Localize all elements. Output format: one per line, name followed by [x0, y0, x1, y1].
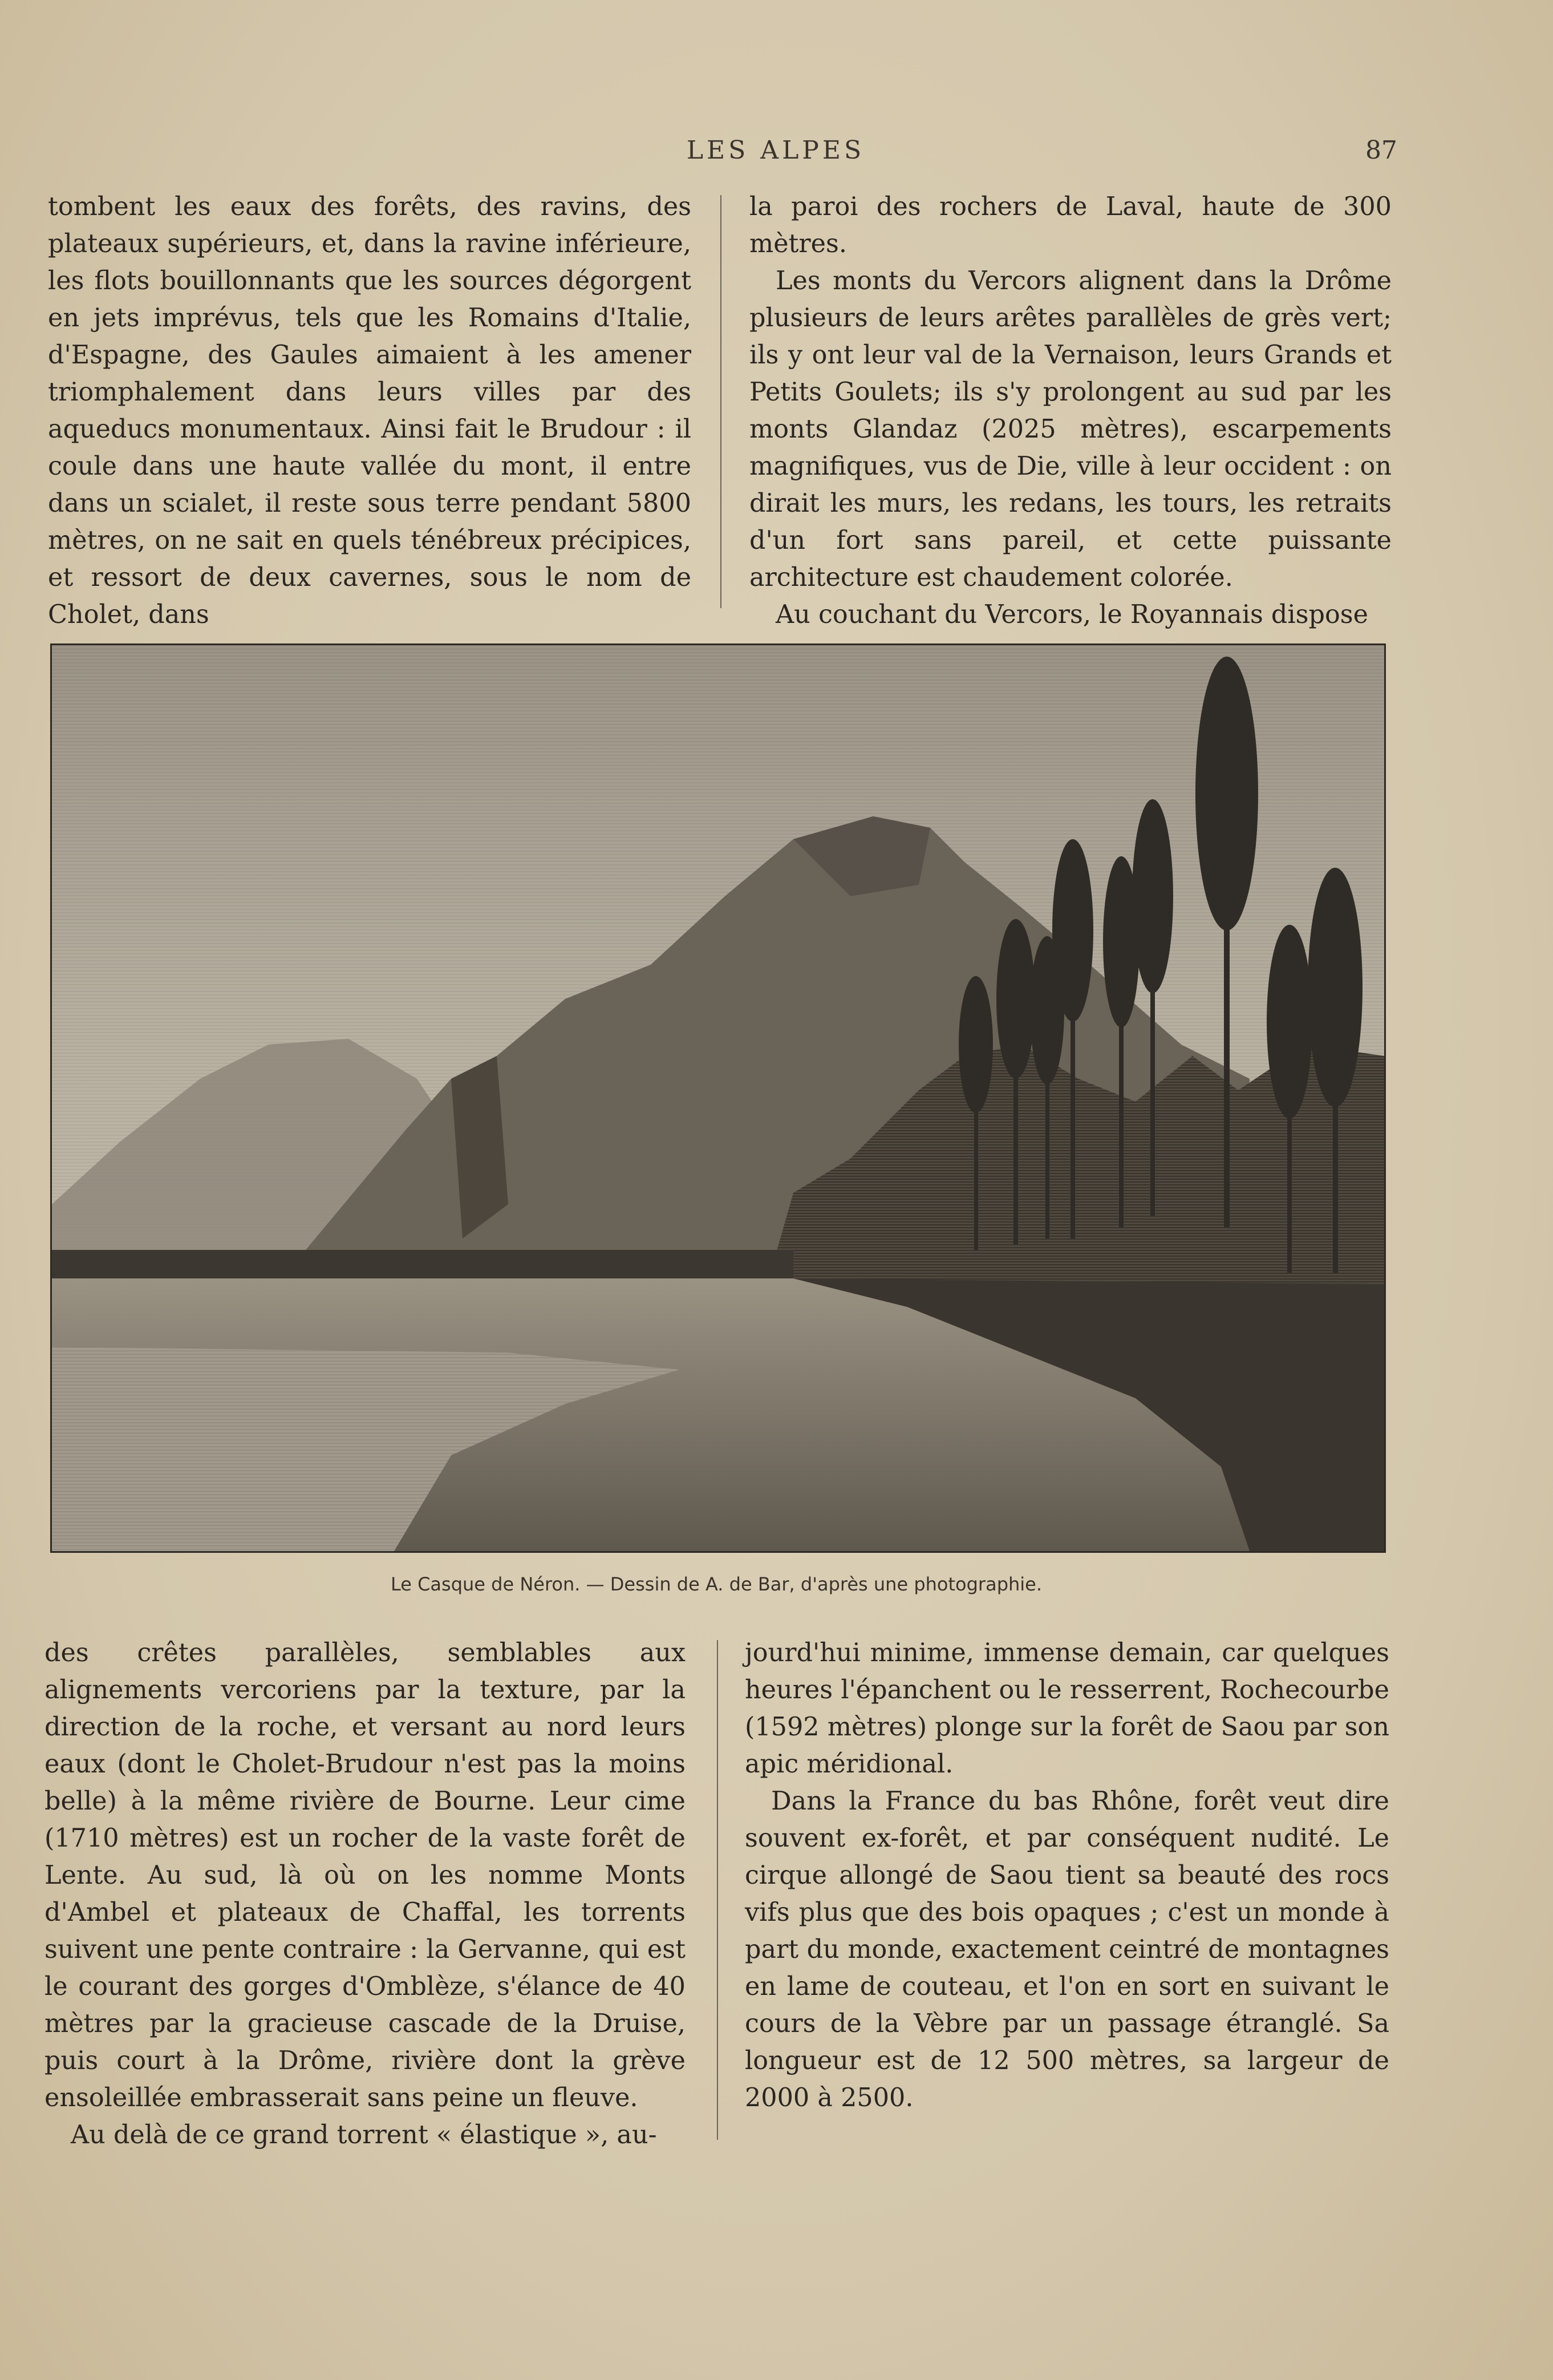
- column-top-right: [749, 188, 1392, 633]
- column-bottom-left: [44, 1634, 686, 2154]
- treeline: [52, 1250, 793, 1278]
- running-title: LES ALPES: [686, 136, 865, 165]
- paragraph: jourd'hui minime, immense demain, car quelques heures l'épanchent ou le resserrent, Rochecourbe (1592 mètres) plonge sur la forêt de Saou par son apic méridional.: [745, 1638, 1389, 1779]
- paragraph: Au couchant du Vercors, le Royannais dispose: [776, 600, 1368, 629]
- column-rule-bottom: [717, 1640, 718, 2140]
- paragraph: Les monts du Vercors alignent dans la Drôme plusieurs de leurs arêtes parallèles de grès vert; ils y ont leur val de la Vernaison, leurs Grands et Petits Goulets; ils s'y prolongent au sud par les monts Glandaz (2025 mètres), escarpements magnifiques, vus de Die, ville à leur occident : on dirait les murs, les redans, les tours, les retraits d'un fort sans pareil, et cette puissante architecture est chaudement colorée.: [749, 266, 1392, 592]
- engraving-illustration: [50, 643, 1386, 1553]
- column-top-left: [48, 188, 691, 633]
- paragraph: Au delà de ce grand torrent « élastique », au-: [71, 2120, 657, 2150]
- paragraph: Dans la France du bas Rhône, forêt veut dire souvent ex-forêt, et par conséquent nudité. Le cirque allongé de Saou tient sa beauté des rocs vifs plus que des bois opaques ; c'est un monde à part du monde, exactement ceintré de montagnes en lame de couteau, et l'on en sort en suivant le cours de la Vèbre par un passage étranglé. Sa longueur est de 12 500 mètres, sa largeur de 2000 à 2500.: [745, 1787, 1389, 2112]
- column-rule-top: [720, 195, 721, 608]
- page-number: 87: [1365, 136, 1397, 165]
- paragraph: la paroi des rochers de Laval, haute de 300 mètres.: [749, 192, 1392, 258]
- paragraph: tombent les eaux des forêts, des ravins, des plateaux supérieurs, et, dans la ravine inférieure, les flots bouillonnants que les sources dégorgent en jets imprévus, tels que les Romains d'Italie, d'Espagne, des Gaules aimaient à les amener triomphalement dans leurs villes par des aqueducs monumentaux. Ainsi fait le Brudour : il coule dans une haute vallée du mont, il entre dans un scialet, il reste sous terre pendant 5800 mètres, on ne sait en quels ténébreux précipices, et ressort de deux cavernes, sous le nom de Cholet, dans: [48, 192, 691, 629]
- figure-caption: Le Casque de Néron. — Dessin de A. de Bar, d'après une photographie.: [390, 1573, 1043, 1595]
- paragraph: des crêtes parallèles, semblables aux alignements vercoriens par la texture, par la direction de la roche, et versant au nord leurs eaux (dont le Cholet-Brudour n'est pas la moins belle) à la même rivière de Bourne. Leur cime (1710 mètres) est un rocher de la vaste forêt de Lente. Au sud, là où on les nomme Monts d'Ambel et plateaux de Chaffal, les torrents suivent une pente contraire : la Gervanne, qui est le courant des gorges d'Omblèze, s'élance de 40 mètres par la gracieuse cascade de la Druise, puis court à la Drôme, rivière dont la grève ensoleillée embrasserait sans peine un fleuve.: [44, 1638, 686, 2112]
- column-bottom-right: [745, 1634, 1389, 2116]
